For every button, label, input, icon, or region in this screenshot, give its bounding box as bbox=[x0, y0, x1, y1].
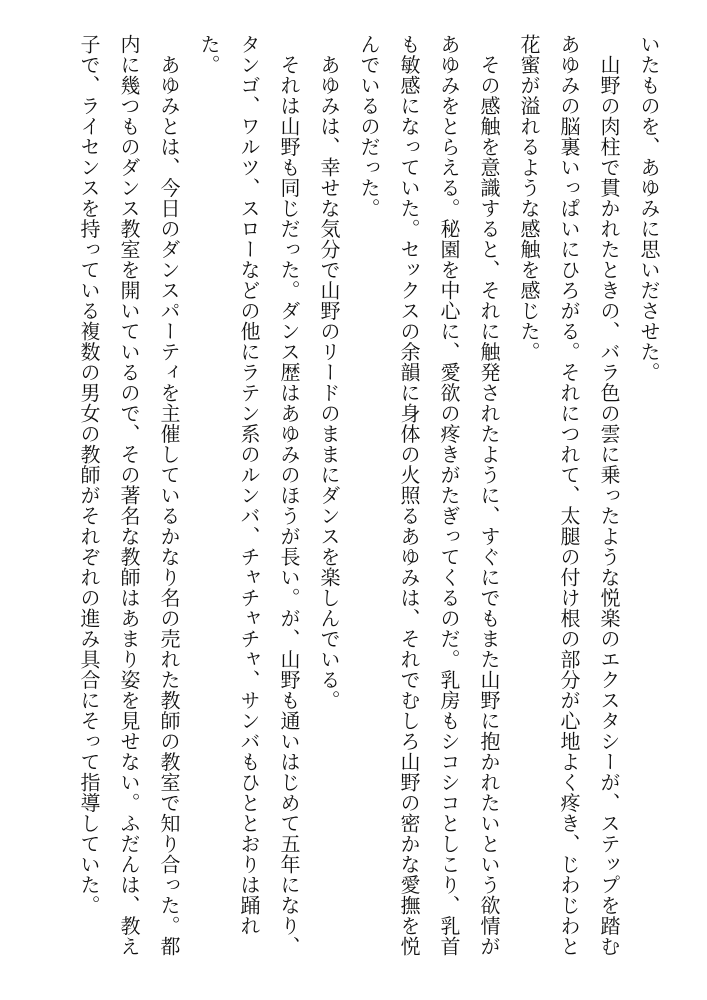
paragraph: あゆみとは、今日のダンスパーティを主催しているかなり名の売れた教師の教室で知り合った。都内に幾つものダンス教室を開いているので、その著名な教師はあまり姿を見せない。ふだんは、教え子で、ライセンスを持っている複数の男女の教師がそれぞれの進み具合にそって指導していた。 bbox=[77, 34, 181, 957]
vertical-text-body bbox=[69, 34, 669, 974]
paragraph: その感触を意識すると、それに触発されたように、すぐにでもまた山野に抱かれたいという欲情があゆみをとらえる。秘園を中心に、愛欲の疼きがたぎってくるのだ。乳房もシコシコとしこり、乳首も敏感になっていた。セックスの余韻に身体の火照るあゆみは、それでむしろ山野の密かな愛撫を悦んでいるのだった。 bbox=[357, 34, 501, 957]
paragraph: 山野の肉柱で貫かれたときの、バラ色の雲に乗ったような悦楽のエクスタシーが、ステップを踏むあゆみの脳裏いっぱいにひろがる。それにつれて、太腿の付け根の部分が心地よく疼き、じわじわと花蜜が溢れるような感触を感じた。 bbox=[517, 34, 621, 957]
paragraph: それは山野も同じだった。ダンス歴はあゆみのほうが長い。が、山野も通いはじめて五年になり、タンゴ、ワルツ、スローなどの他にラテン系のルンバ、チャチャチャ、サンバもひととおりは踊れた。 bbox=[197, 34, 301, 957]
paragraph: いたものを、あゆみに思いださせた。 bbox=[637, 34, 661, 383]
paragraph: あゆみは、幸せな気分で山野のリードのままにダンスを楽しんでいる。 bbox=[317, 34, 341, 711]
